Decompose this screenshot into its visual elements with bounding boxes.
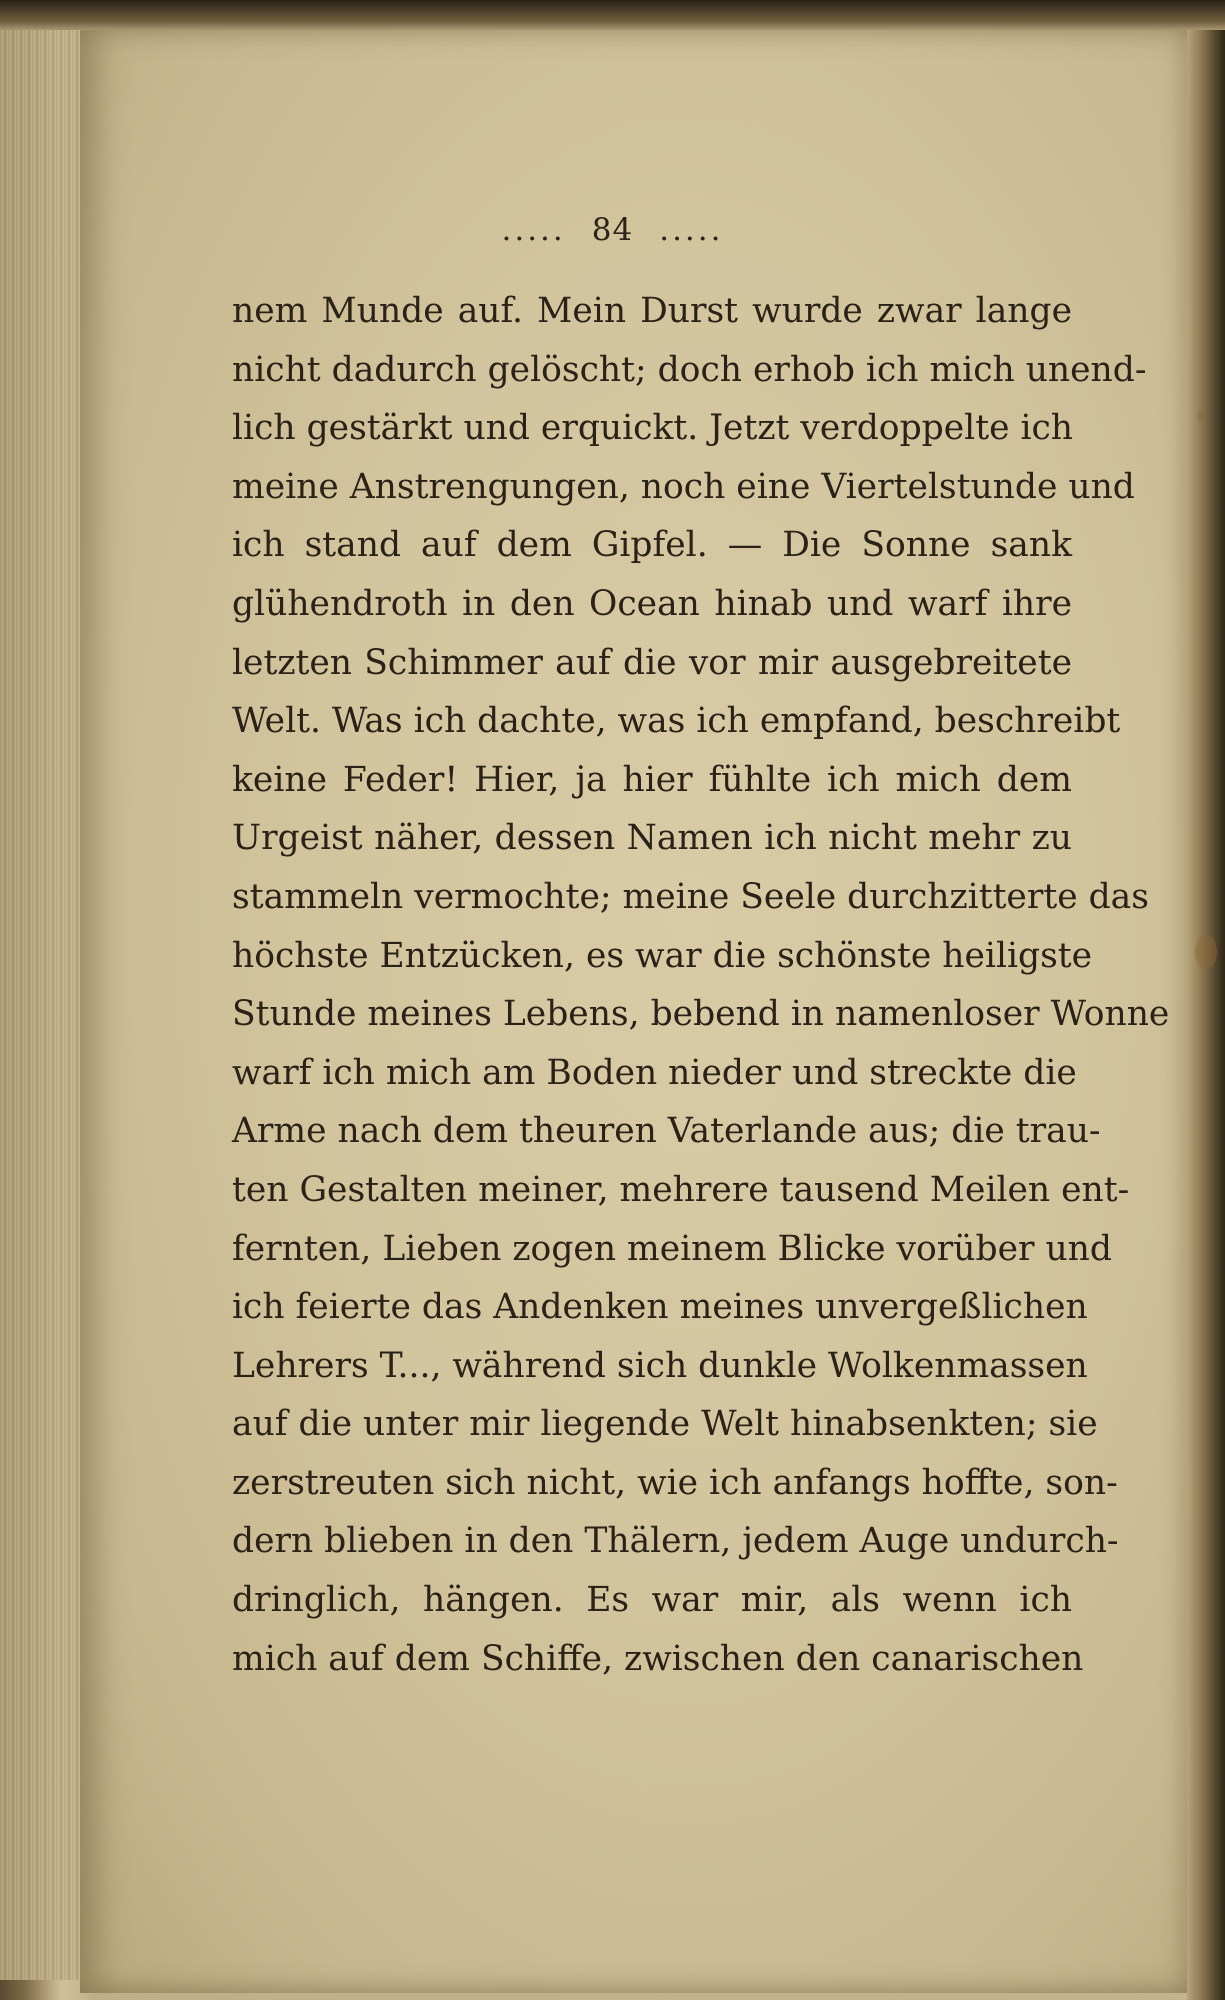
- text-line: mich auf dem Schiffe, zwischen den canarischen: [232, 1638, 1084, 1679]
- text-line: nicht dadurch gelöscht; doch erhob ich mich unend-: [232, 349, 1147, 390]
- text-line: ich feierte das Andenken meines unvergeßlichen: [232, 1287, 1088, 1328]
- top-page-edge: [0, 0, 1225, 30]
- text-line: höchste Entzücken, es war die schönste heiligste: [232, 935, 1093, 976]
- foxing-spot: [1195, 935, 1217, 969]
- text-line: letzten Schimmer auf die vor mir ausgebreitete: [232, 642, 1072, 683]
- foxing-spot: [1198, 410, 1206, 422]
- page-number: 84: [591, 212, 634, 248]
- body-text: [232, 282, 1170, 1688]
- text-line: Welt. Was ich dachte, was ich empfand, beschreibt: [232, 701, 1121, 742]
- text-line: warf ich mich am Boden nieder und streckte die: [232, 1052, 1077, 1093]
- text-line: Urgeist näher, dessen Namen ich nicht mehr zu: [232, 818, 1072, 859]
- header-ornament-right: .....: [659, 212, 724, 248]
- text-line: keine Feder! Hier, ja hier fühlte ich mich dem: [232, 759, 1072, 800]
- text-line: lich gestärkt und erquickt. Jetzt verdoppelte ich: [232, 408, 1074, 449]
- text-line: glühendroth in den Ocean hinab und warf ihre: [232, 583, 1072, 624]
- page-header: [0, 212, 1225, 248]
- text-line: ich stand auf dem Gipfel. — Die Sonne sank: [232, 525, 1072, 566]
- right-page-edge: [1187, 0, 1225, 2000]
- text-line: Stunde meines Lebens, bebend in namenloser Wonne: [232, 994, 1170, 1035]
- text-line: ten Gestalten meiner, mehrere tausend Meilen ent-: [232, 1169, 1130, 1210]
- text-line: nem Munde auf. Mein Durst wurde zwar lange: [232, 291, 1072, 331]
- header-ornament-left: .....: [501, 212, 566, 248]
- text-line: dringlich, hängen. Es war mir, als wenn ich: [232, 1580, 1072, 1621]
- text-line: meine Anstrengungen, noch eine Viertelstunde und: [232, 466, 1135, 507]
- text-line: Arme nach dem theuren Vaterlande aus; die trau-: [232, 1111, 1101, 1152]
- text-line: Lehrers T..., während sich dunkle Wolkenmassen: [232, 1345, 1088, 1386]
- text-line: zerstreuten sich nicht, wie ich anfangs hoffte, son-: [232, 1462, 1118, 1503]
- text-line: stammeln vermochte; meine Seele durchzitterte das: [232, 876, 1149, 917]
- text-line: auf die unter mir liegende Welt hinabsenkten; sie: [232, 1404, 1098, 1445]
- text-line: fernten, Lieben zogen meinem Blicke vorüber und: [232, 1228, 1112, 1269]
- text-line: dern blieben in den Thälern, jedem Auge undurch-: [232, 1521, 1119, 1562]
